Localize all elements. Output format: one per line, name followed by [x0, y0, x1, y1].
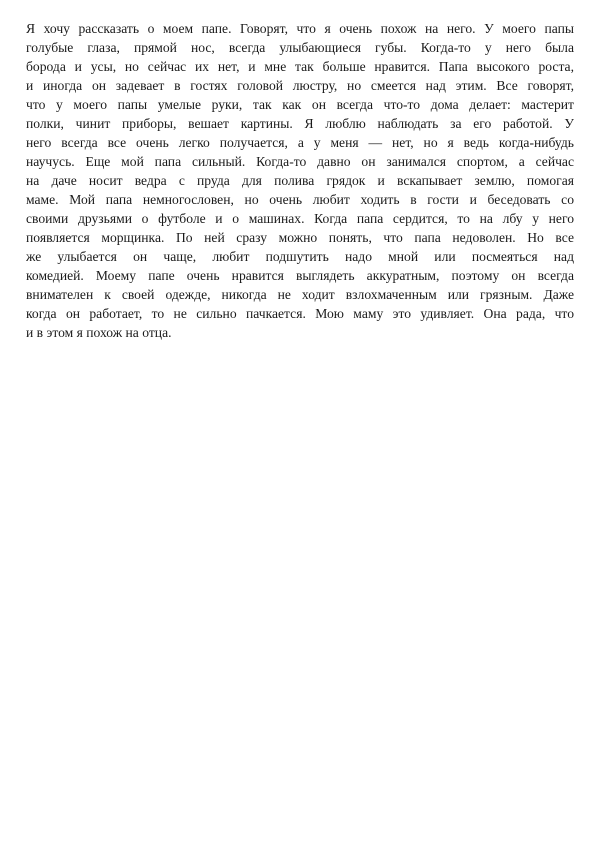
text-line: борода и усы, но сейчас их нет, и мне так больше нравится. Папа высокого роста,: [26, 59, 574, 74]
text-line: же улыбается он чаще, любит подшутить надо мной или посмеяться над: [26, 249, 574, 264]
text-line: внимателен к своей одежде, никогда не ходит взлохмаченным или грязным. Даже: [26, 287, 574, 302]
text-line: маме. Мой папа немногословен, но очень любит ходить в гости и беседовать со: [26, 192, 574, 207]
text-line: появляется морщинка. По ней сразу можно понять, что папа недоволен. Но все: [26, 230, 574, 245]
essay-paragraph: [26, 19, 574, 342]
text-line: Я хочу рассказать о моем папе. Говорят, что я очень похож на него. У моего папы: [26, 21, 574, 36]
text-line: комедией. Моему папе очень нравится выглядеть аккуратным, поэтому он всегда: [26, 268, 574, 283]
text-line: на даче носит ведра с пруда для полива грядок и вскапывает землю, помогая: [26, 173, 574, 188]
text-line: что у моего папы умелые руки, так как он всегда что-то дома делает: мастерит: [26, 97, 574, 112]
text-line: него всегда все очень легко получается, а у меня — нет, но я ведь когда-нибудь: [26, 135, 574, 150]
text-line: своими друзьями о футболе и о машинах. Когда папа сердится, то на лбу у него: [26, 211, 574, 226]
text-line: голубые глаза, прямой нос, всегда улыбающиеся губы. Когда-то у него была: [26, 40, 574, 55]
text-line-last: и в этом я похож на отца.: [26, 325, 172, 340]
text-line: научусь. Еще мой папа сильный. Когда-то давно он занимался спортом, а сейчас: [26, 154, 574, 169]
text-line: и иногда он задевает в гостях головой люстру, но смеется над этим. Все говорят,: [26, 78, 574, 93]
text-line: полки, чинит приборы, вешает картины. Я люблю наблюдать за его работой. У: [26, 116, 574, 131]
text-line: когда он работает, то не сильно пачкается. Мою маму это удивляет. Она рада, что: [26, 306, 574, 321]
